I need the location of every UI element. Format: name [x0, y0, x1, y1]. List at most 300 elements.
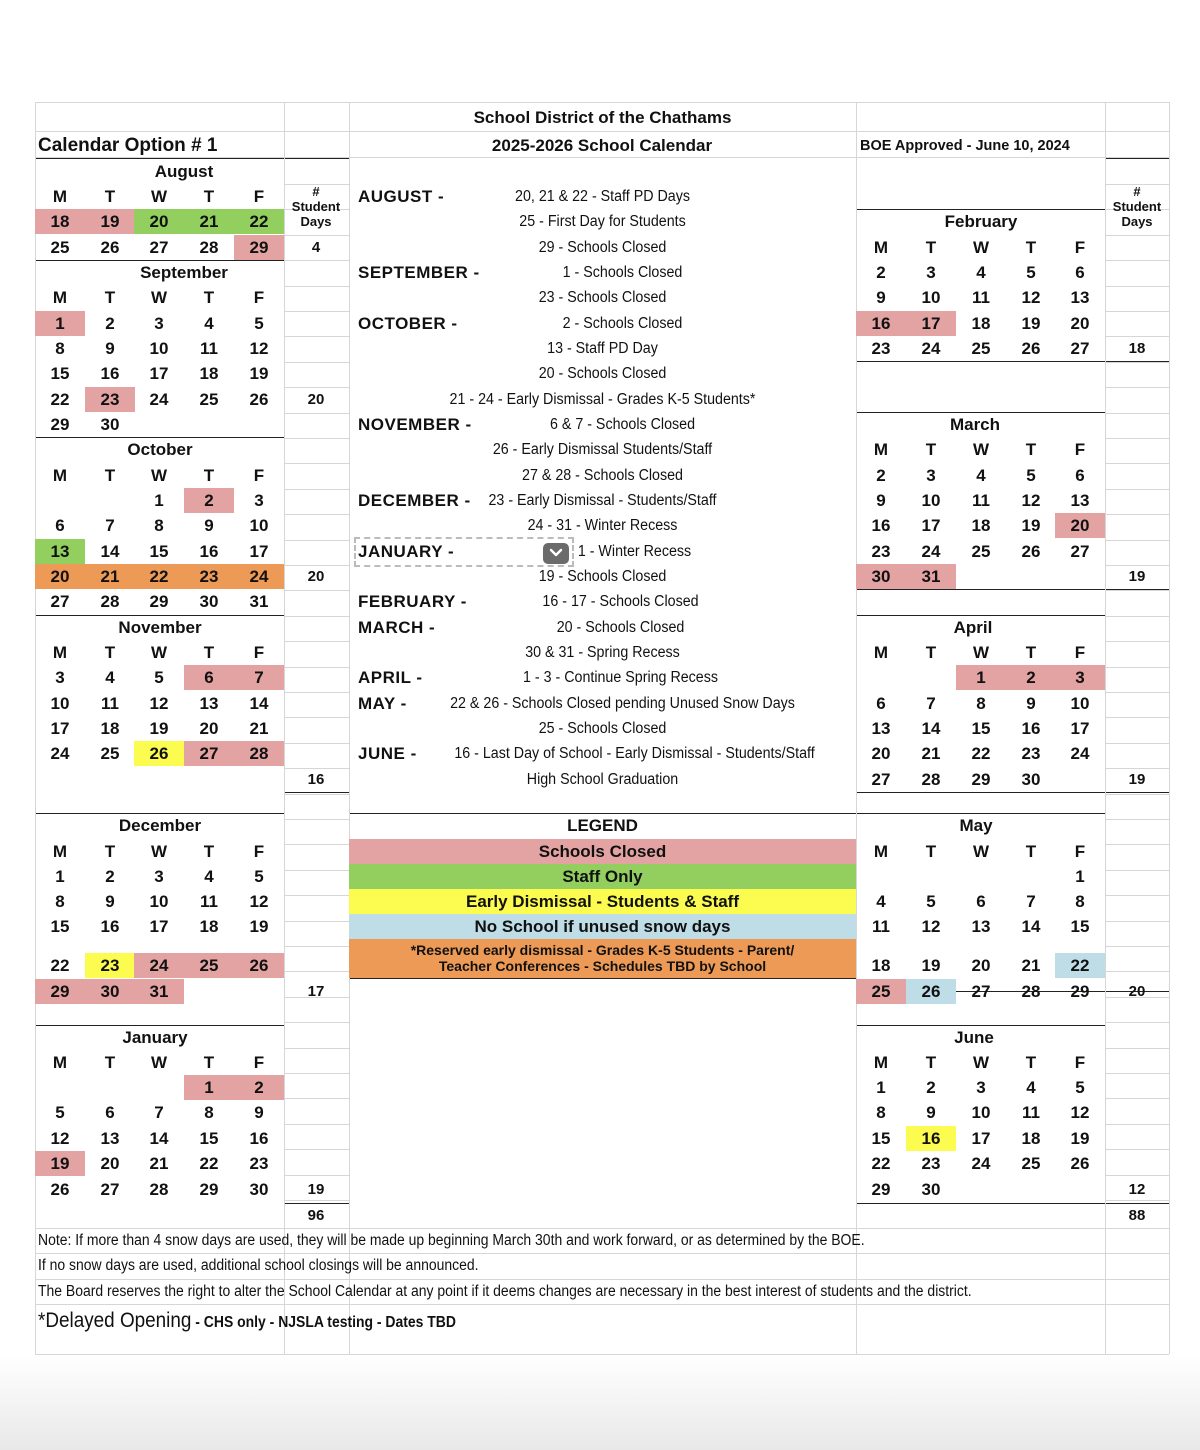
day-cell[interactable]: 15: [971, 719, 991, 738]
grid-line: [1169, 102, 1170, 1354]
day-cell[interactable]: 23: [871, 339, 891, 358]
day-cell[interactable]: 28: [100, 592, 120, 611]
day-cell[interactable]: 6: [55, 516, 65, 535]
grid-line: [284, 794, 349, 795]
weekday-label: F: [253, 842, 265, 861]
day-cell[interactable]: 9: [1026, 694, 1036, 713]
event-month-label: MARCH -: [358, 618, 436, 637]
day-cell[interactable]: 1: [35, 311, 85, 336]
day-cell[interactable]: 11: [200, 339, 218, 358]
day-cell[interactable]: 17: [50, 719, 70, 738]
day-cell[interactable]: 12: [1021, 288, 1041, 307]
day-cell[interactable]: 8: [55, 892, 65, 911]
day-cell[interactable]: 10: [50, 694, 70, 713]
day-cell[interactable]: 26: [1021, 542, 1041, 561]
day-cell[interactable]: 4: [204, 867, 214, 886]
day-cell[interactable]: 15: [871, 1129, 891, 1148]
day-cell[interactable]: 20: [871, 744, 891, 763]
day-cell[interactable]: 14: [100, 542, 120, 561]
day-cell[interactable]: 15: [50, 364, 70, 383]
day-cell[interactable]: 8: [876, 1103, 886, 1122]
month-name-june: June: [954, 1028, 994, 1047]
day-cell[interactable]: 27: [971, 982, 991, 1001]
day-cell[interactable]: 19: [1021, 314, 1041, 333]
day-cell[interactable]: 16: [1021, 719, 1041, 738]
day-cell[interactable]: 26: [100, 238, 120, 257]
grid-line: [284, 102, 285, 1354]
day-cell[interactable]: 7: [234, 665, 284, 690]
grid-line: [1105, 1124, 1169, 1125]
note-snow-days: Note: If more than 4 snow days are used, they will be made up beginning March 30th and work forward, or as determined by the BOE.: [38, 1232, 865, 1249]
event-item: 24 - 31 - Winter Recess: [527, 517, 678, 534]
grid-line: [1105, 1073, 1169, 1074]
legend-staff: Staff Only: [349, 864, 856, 889]
border-line: [856, 361, 1105, 362]
day-cell[interactable]: 30: [199, 592, 219, 611]
day-cell[interactable]: 12: [50, 1129, 70, 1148]
day-cell[interactable]: 29: [971, 770, 991, 789]
day-cell[interactable]: 24: [134, 953, 184, 978]
day-cell[interactable]: 27: [50, 592, 70, 611]
grid-line: [284, 667, 349, 668]
day-cell[interactable]: 2: [184, 488, 234, 513]
day-cell[interactable]: 23: [921, 1154, 941, 1173]
weekday-label: F: [1074, 238, 1086, 257]
day-cell[interactable]: 9: [204, 516, 214, 535]
event-item: 20, 21 & 22 - Staff PD Days: [515, 188, 690, 205]
day-cell[interactable]: 19: [921, 956, 941, 975]
day-cell[interactable]: 25: [1021, 1154, 1041, 1173]
day-cell[interactable]: 20: [1070, 314, 1090, 333]
day-cell[interactable]: 6: [1075, 263, 1085, 282]
day-cell[interactable]: 3: [55, 668, 65, 687]
day-cell[interactable]: 2: [234, 1075, 284, 1100]
day-cell[interactable]: 23: [1021, 744, 1041, 763]
day-cell[interactable]: 8: [154, 516, 164, 535]
day-cell[interactable]: 2: [876, 466, 886, 485]
day-cell[interactable]: 11: [101, 694, 119, 713]
day-cell[interactable]: 22: [134, 564, 184, 589]
day-cell[interactable]: 12: [921, 917, 941, 936]
day-cell[interactable]: 29: [199, 1180, 219, 1199]
day-cell[interactable]: 21: [249, 719, 269, 738]
weekday-label: W: [972, 643, 990, 662]
day-cell[interactable]: 29: [50, 415, 70, 434]
day-cell[interactable]: 24: [234, 564, 284, 589]
day-cell[interactable]: 21: [149, 1154, 169, 1173]
weekday-label: W: [972, 440, 990, 459]
day-cell[interactable]: 20: [100, 1154, 120, 1173]
day-cell[interactable]: 8: [976, 694, 986, 713]
day-cell[interactable]: 10: [921, 491, 941, 510]
day-cell[interactable]: 29: [1070, 982, 1090, 1001]
day-cell[interactable]: 14: [921, 719, 941, 738]
day-cell[interactable]: 20: [134, 209, 184, 234]
day-cell[interactable]: 10: [1070, 694, 1090, 713]
day-cell[interactable]: 18: [35, 209, 85, 234]
day-cell[interactable]: 6: [184, 665, 234, 690]
event-item: 13 - Staff PD Day: [547, 340, 658, 357]
day-cell[interactable]: 4: [976, 466, 986, 485]
day-cell[interactable]: 27: [871, 770, 891, 789]
day-cell[interactable]: 9: [876, 491, 886, 510]
weekday-label: T: [104, 1053, 116, 1072]
weekday-label: M: [52, 187, 68, 206]
weekday-label: F: [1074, 842, 1086, 861]
grid-line: [284, 844, 349, 845]
day-cell[interactable]: 1: [154, 491, 164, 510]
legend-early: Early Dismissal - Students & Staff: [349, 889, 856, 914]
day-cell[interactable]: 2: [1006, 665, 1056, 690]
day-cell[interactable]: 23: [85, 953, 135, 978]
day-cell: [184, 412, 234, 437]
day-cell[interactable]: 24: [921, 542, 941, 561]
student-days-hash: #: [1133, 184, 1141, 199]
day-cell[interactable]: 3: [976, 1078, 986, 1097]
day-cell[interactable]: 27: [1070, 339, 1090, 358]
day-cell[interactable]: 21: [1021, 956, 1041, 975]
day-cell[interactable]: 30: [1021, 770, 1041, 789]
day-cell[interactable]: 28: [1021, 982, 1041, 1001]
day-cell[interactable]: 22: [234, 209, 284, 234]
day-cell[interactable]: 23: [249, 1154, 269, 1173]
day-cell[interactable]: 21: [85, 564, 135, 589]
weekday-label: M: [52, 842, 68, 861]
day-cell[interactable]: 16: [906, 1126, 956, 1151]
day-cell[interactable]: 19: [35, 1151, 85, 1176]
day-cell[interactable]: 5: [254, 314, 264, 333]
border-line: [1105, 158, 1169, 159]
day-cell: [35, 1075, 85, 1100]
day-cell[interactable]: 13: [100, 1129, 120, 1148]
day-cell[interactable]: 1: [876, 1078, 886, 1097]
day-cell[interactable]: 21: [921, 744, 941, 763]
day-cell[interactable]: 10: [249, 516, 269, 535]
day-cell[interactable]: 30: [249, 1180, 269, 1199]
weekday-label: W: [150, 466, 168, 485]
day-cell[interactable]: 28: [921, 770, 941, 789]
day-cell[interactable]: 30: [100, 415, 120, 434]
day-cell[interactable]: 4: [105, 668, 115, 687]
day-cell[interactable]: 12: [149, 694, 169, 713]
weekday-label: W: [150, 288, 168, 307]
day-cell[interactable]: 22: [971, 744, 991, 763]
day-cell[interactable]: 26: [234, 953, 284, 978]
grid-line: [1105, 870, 1169, 871]
day-cell[interactable]: 25: [50, 238, 70, 257]
day-cell: [1006, 864, 1056, 889]
day-cell[interactable]: 10: [149, 892, 169, 911]
day-cell[interactable]: 9: [876, 288, 886, 307]
day-cell[interactable]: 9: [105, 339, 115, 358]
day-cell[interactable]: 16: [100, 364, 120, 383]
grid-line: [284, 362, 349, 363]
grid-line: [1105, 463, 1169, 464]
day-cell[interactable]: 14: [149, 1129, 169, 1148]
grid-line: [284, 743, 349, 744]
day-cell[interactable]: 13: [35, 539, 85, 564]
day-cell[interactable]: 19: [85, 209, 135, 234]
day-cell[interactable]: 13: [971, 917, 991, 936]
day-cell[interactable]: 26: [906, 979, 956, 1004]
grid-line: [284, 336, 349, 337]
day-cell[interactable]: 3: [154, 867, 164, 886]
day-cell[interactable]: 14: [1021, 917, 1041, 936]
day-cell[interactable]: 17: [149, 917, 169, 936]
grid-line: [284, 946, 349, 947]
day-cell[interactable]: 20: [199, 719, 219, 738]
day-cell[interactable]: 18: [100, 719, 120, 738]
day-cell[interactable]: 24: [1070, 744, 1090, 763]
day-cell[interactable]: 9: [105, 892, 115, 911]
grid-line: [284, 413, 349, 414]
grid-line: [284, 641, 349, 642]
day-cell[interactable]: 11: [872, 917, 890, 936]
day-cell[interactable]: 11: [972, 491, 990, 510]
day-cell[interactable]: 12: [1070, 1103, 1090, 1122]
event-item: 25 - Schools Closed: [538, 720, 667, 737]
weekday-label: T: [1025, 440, 1037, 459]
day-cell[interactable]: 29: [149, 592, 169, 611]
day-cell[interactable]: 13: [1070, 288, 1090, 307]
legend-closed: Schools Closed: [349, 839, 856, 864]
day-cell[interactable]: 12: [249, 892, 269, 911]
day-cell[interactable]: 3: [926, 263, 936, 282]
day-cell[interactable]: 16: [100, 917, 120, 936]
day-cell[interactable]: 30: [921, 1180, 941, 1199]
day-cell[interactable]: 1: [1075, 867, 1085, 886]
day-cell: [1006, 1177, 1056, 1202]
day-cell[interactable]: 11: [972, 288, 990, 307]
day-cell[interactable]: 7: [926, 694, 936, 713]
day-cell[interactable]: 17: [149, 364, 169, 383]
day-cell[interactable]: 31: [134, 979, 184, 1004]
weekday-label: T: [104, 842, 116, 861]
day-cell[interactable]: 19: [249, 364, 269, 383]
day-cell[interactable]: 13: [871, 719, 891, 738]
grid-line: [284, 590, 349, 591]
day-cell[interactable]: 6: [105, 1103, 115, 1122]
month-name-september: September: [140, 263, 228, 282]
day-cell[interactable]: 20: [1055, 513, 1105, 538]
event-item: 1 - Schools Closed: [562, 264, 683, 281]
day-cell[interactable]: 15: [199, 1129, 219, 1148]
day-cell[interactable]: 3: [154, 314, 164, 333]
grid-line: [1105, 489, 1169, 490]
day-cell[interactable]: 20: [971, 956, 991, 975]
day-cell[interactable]: 25: [971, 339, 991, 358]
day-cell[interactable]: 9: [254, 1103, 264, 1122]
grid-line: [1105, 946, 1169, 947]
day-cell[interactable]: 1: [956, 665, 1006, 690]
weekday-label: W: [150, 842, 168, 861]
day-cell[interactable]: 22: [1055, 953, 1105, 978]
day-cell[interactable]: 16: [249, 1129, 269, 1148]
border-line: [856, 792, 1105, 793]
grid-line: [1105, 971, 1169, 972]
grid-line: [1105, 844, 1169, 845]
day-cell[interactable]: 15: [1070, 917, 1090, 936]
weekday-label: W: [150, 1053, 168, 1072]
day-cell[interactable]: 22: [50, 390, 70, 409]
day-cell[interactable]: 4: [204, 314, 214, 333]
day-cell[interactable]: 13: [1070, 491, 1090, 510]
day-cell[interactable]: 10: [921, 288, 941, 307]
day-cell[interactable]: 16: [871, 516, 891, 535]
day-cell[interactable]: 8: [1075, 892, 1085, 911]
grid-line: [284, 1149, 349, 1150]
day-cell[interactable]: 15: [50, 917, 70, 936]
day-cell[interactable]: 24: [921, 339, 941, 358]
day-cell[interactable]: 7: [154, 1103, 164, 1122]
day-cell[interactable]: 29: [234, 235, 284, 260]
event-item: 1 - Winter Recess: [577, 543, 692, 560]
day-cell[interactable]: 5: [926, 892, 936, 911]
day-cell[interactable]: 6: [976, 892, 986, 911]
event-item: 23 - Schools Closed: [538, 289, 667, 306]
day-cell[interactable]: 26: [249, 390, 269, 409]
boe-approved: BOE Approved - June 10, 2024: [860, 138, 1070, 154]
day-cell[interactable]: 27: [149, 238, 169, 257]
day-cell[interactable]: 23: [85, 387, 135, 412]
day-cell[interactable]: 2: [105, 314, 115, 333]
day-cell[interactable]: 18: [971, 516, 991, 535]
day-cell[interactable]: 4: [1026, 1078, 1036, 1097]
day-cell[interactable]: 8: [55, 339, 65, 358]
day-cell[interactable]: 6: [876, 694, 886, 713]
day-cell[interactable]: 7: [105, 516, 115, 535]
day-cell[interactable]: 25: [971, 542, 991, 561]
day-cell: [234, 412, 284, 437]
day-cell[interactable]: 24: [971, 1154, 991, 1173]
grid-line: [1105, 692, 1169, 693]
day-cell[interactable]: 11: [1022, 1103, 1040, 1122]
day-cell[interactable]: 19: [1021, 516, 1041, 535]
day-cell[interactable]: 26: [1021, 339, 1041, 358]
grid-line: [1105, 311, 1169, 312]
day-cell[interactable]: 27: [184, 741, 234, 766]
grid-line: [284, 489, 349, 490]
day-cell[interactable]: 21: [184, 209, 234, 234]
day-cell[interactable]: 17: [249, 542, 269, 561]
day-cell: [856, 665, 906, 690]
day-cell[interactable]: 9: [926, 1103, 936, 1122]
day-cell[interactable]: 26: [1070, 1154, 1090, 1173]
day-cell[interactable]: 14: [249, 694, 269, 713]
day-cell[interactable]: 28: [149, 1180, 169, 1199]
day-cell[interactable]: 18: [871, 956, 891, 975]
legend-snow: No School if unused snow days: [349, 914, 856, 939]
grid-line: [1105, 616, 1169, 617]
day-cell[interactable]: 18: [1021, 1129, 1041, 1148]
day-cell[interactable]: 1: [184, 1075, 234, 1100]
day-cell[interactable]: 29: [871, 1180, 891, 1199]
day-cell[interactable]: 25: [856, 979, 906, 1004]
day-cell[interactable]: 3: [1055, 665, 1105, 690]
day-cell[interactable]: 18: [199, 917, 219, 936]
day-cell[interactable]: 13: [199, 694, 219, 713]
days-december: 17: [307, 983, 325, 1000]
day-cell[interactable]: 5: [55, 1103, 65, 1122]
day-cell[interactable]: 16: [856, 311, 906, 336]
day-cell[interactable]: 30: [856, 564, 906, 589]
day-cell[interactable]: 17: [906, 311, 956, 336]
day-cell[interactable]: 5: [1026, 263, 1036, 282]
day-cell[interactable]: 10: [971, 1103, 991, 1122]
day-cell[interactable]: 26: [134, 741, 184, 766]
day-cell[interactable]: 15: [149, 542, 169, 561]
day-cell[interactable]: 20: [35, 564, 85, 589]
day-cell[interactable]: 12: [1021, 491, 1041, 510]
day-cell[interactable]: 5: [1026, 466, 1036, 485]
grid-line: [1105, 260, 1169, 261]
day-cell[interactable]: 3: [926, 466, 936, 485]
day-cell[interactable]: 25: [184, 953, 234, 978]
day-cell[interactable]: 22: [50, 956, 70, 975]
day-cell[interactable]: 4: [976, 263, 986, 282]
day-cell[interactable]: 19: [1070, 1129, 1090, 1148]
day-cell[interactable]: 6: [1075, 466, 1085, 485]
day-cell[interactable]: 22: [199, 1154, 219, 1173]
day-cell[interactable]: 19: [249, 917, 269, 936]
day-cell[interactable]: 27: [1070, 542, 1090, 561]
day-cell[interactable]: 4: [876, 892, 886, 911]
grid-line: [1105, 540, 1169, 541]
day-cell[interactable]: 11: [200, 892, 218, 911]
day-cell: [134, 412, 184, 437]
day-cell[interactable]: 22: [871, 1154, 891, 1173]
day-cell[interactable]: 26: [50, 1180, 70, 1199]
day-cell[interactable]: 29: [35, 979, 85, 1004]
day-cell: [956, 864, 1006, 889]
day-cell[interactable]: 19: [149, 719, 169, 738]
day-cell[interactable]: 8: [204, 1103, 214, 1122]
day-cell[interactable]: 2: [105, 867, 115, 886]
day-cell[interactable]: 12: [249, 339, 269, 358]
day-cell[interactable]: 25: [199, 390, 219, 409]
day-cell[interactable]: 16: [199, 542, 219, 561]
day-cell[interactable]: 2: [876, 263, 886, 282]
day-cell[interactable]: 18: [199, 364, 219, 383]
day-cell[interactable]: 24: [50, 744, 70, 763]
day-cell[interactable]: 5: [154, 668, 164, 687]
day-cell[interactable]: 17: [1070, 719, 1090, 738]
day-cell[interactable]: 27: [100, 1180, 120, 1199]
day-cell[interactable]: 10: [149, 339, 169, 358]
day-cell[interactable]: 28: [234, 741, 284, 766]
day-cell[interactable]: 30: [85, 979, 135, 1004]
day-cell[interactable]: 3: [254, 491, 264, 510]
day-cell[interactable]: 23: [184, 564, 234, 589]
day-cell[interactable]: 23: [871, 542, 891, 561]
day-cell[interactable]: 18: [971, 314, 991, 333]
day-cell[interactable]: 31: [249, 592, 269, 611]
day-cell[interactable]: 2: [926, 1078, 936, 1097]
page-bottom-fade: [0, 1355, 1200, 1450]
day-cell[interactable]: 25: [100, 744, 120, 763]
day-cell[interactable]: 31: [906, 564, 956, 589]
event-item: 27 & 28 - Schools Closed: [522, 467, 683, 484]
day-cell[interactable]: 5: [254, 867, 264, 886]
day-cell[interactable]: 5: [1075, 1078, 1085, 1097]
day-cell[interactable]: 17: [971, 1129, 991, 1148]
day-cell[interactable]: 1: [55, 867, 65, 886]
day-cell[interactable]: 24: [149, 390, 169, 409]
days-november: 16: [307, 771, 325, 788]
day-cell[interactable]: 17: [921, 516, 941, 535]
day-cell[interactable]: 28: [199, 238, 219, 257]
day-cell[interactable]: 7: [1026, 892, 1036, 911]
